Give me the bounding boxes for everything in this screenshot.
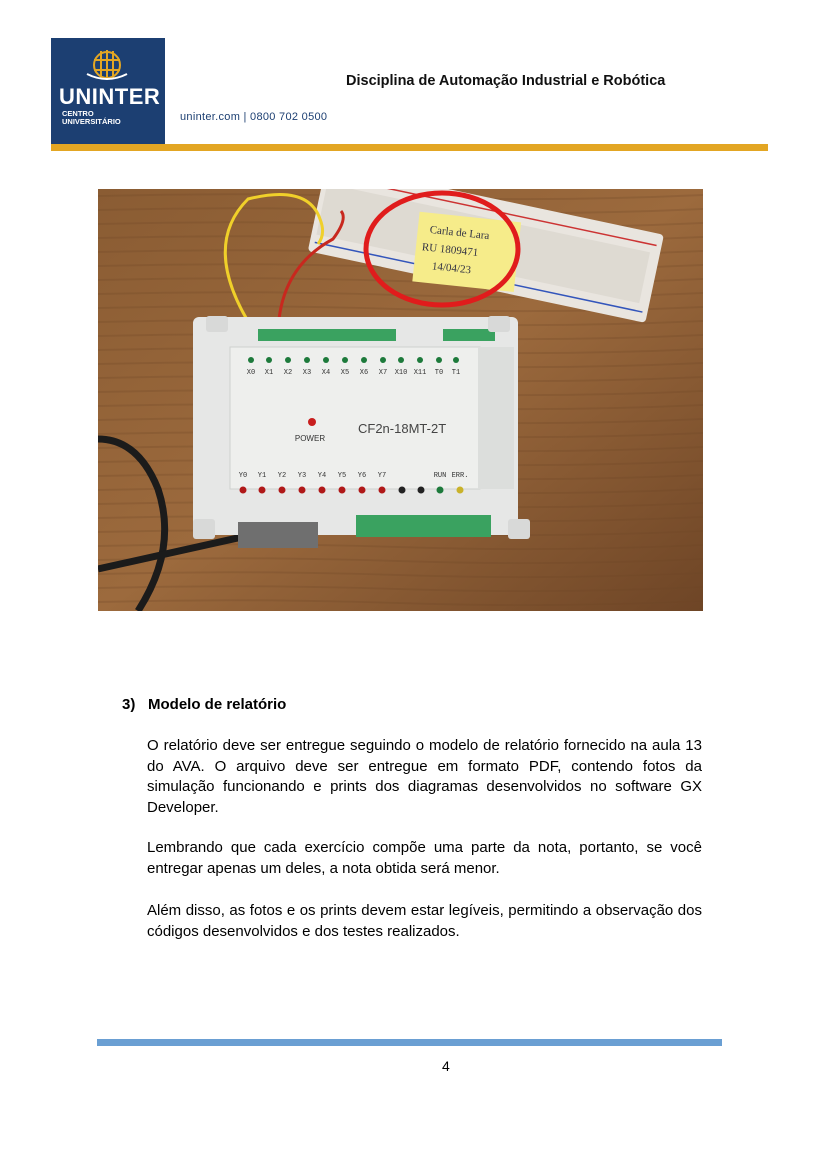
section-heading (122, 696, 286, 713)
output-label: ERR. (451, 472, 469, 480)
power-label: POWER (294, 434, 326, 443)
contact-info: uninter.com | 0800 702 0500 (180, 111, 328, 123)
input-label: T1 (451, 369, 461, 377)
power-led (308, 418, 316, 426)
logo-subtitle: UNIVERSITÁRIO (62, 117, 121, 126)
input-label: X4 (321, 369, 331, 377)
output-label: Y7 (377, 472, 387, 480)
logo-subtitle: CENTRO (62, 109, 94, 118)
input-label: X10 (394, 369, 408, 377)
input-label: X2 (283, 369, 293, 377)
output-label: Y1 (257, 472, 267, 480)
paragraph: Além disso, as fotos e os prints devem estar legíveis, permitindo a observação dos códigos desenvolvidos e dos testes realizados. (147, 902, 702, 940)
input-label: X5 (340, 369, 350, 377)
input-label: X0 (246, 369, 256, 377)
section-title: Modelo de relatório (148, 696, 287, 713)
input-label: T0 (434, 369, 444, 377)
note-text: RU 1809471 (421, 241, 479, 260)
output-label: Y0 (238, 472, 248, 480)
paragraph: O relatório deve ser entregue seguindo o modelo de relatório fornecido na aula 13 do AVA. O arquivo deve ser entregue em formato PDF, contendo fotos da simulação funcionando e prints dos diagramas desenvolvidos no software GX Developer. (147, 737, 702, 816)
input-label: X1 (264, 369, 274, 377)
output-label: Y2 (277, 472, 287, 480)
page-number: 4 (442, 1058, 450, 1074)
output-label: Y6 (357, 472, 367, 480)
globe-icon (85, 48, 129, 84)
note-text: Carla de Lara (429, 223, 490, 243)
logo-name: UNINTER (59, 84, 161, 109)
section-number: 3) (122, 696, 136, 713)
header-divider (51, 144, 768, 151)
note-text: 14/04/23 (431, 260, 472, 277)
plc-photo (98, 189, 703, 611)
output-label: Y3 (297, 472, 307, 480)
input-label: X6 (359, 369, 369, 377)
output-label: Y5 (337, 472, 347, 480)
input-label: X11 (413, 369, 427, 377)
input-label: X7 (378, 369, 388, 377)
input-label: X3 (302, 369, 312, 377)
uninter-logo (51, 38, 165, 144)
footer-divider (97, 1039, 722, 1046)
output-label: Y4 (317, 472, 327, 480)
paragraph: Lembrando que cada exercício compõe uma parte da nota, portanto, se você entregar apenas um deles, a nota obtida será menor. (147, 839, 702, 877)
plc-model: CF2n-18MT-2T (358, 421, 447, 436)
page-title: Disciplina de Automação Industrial e Robótica (346, 73, 666, 89)
output-label: RUN (433, 472, 447, 480)
